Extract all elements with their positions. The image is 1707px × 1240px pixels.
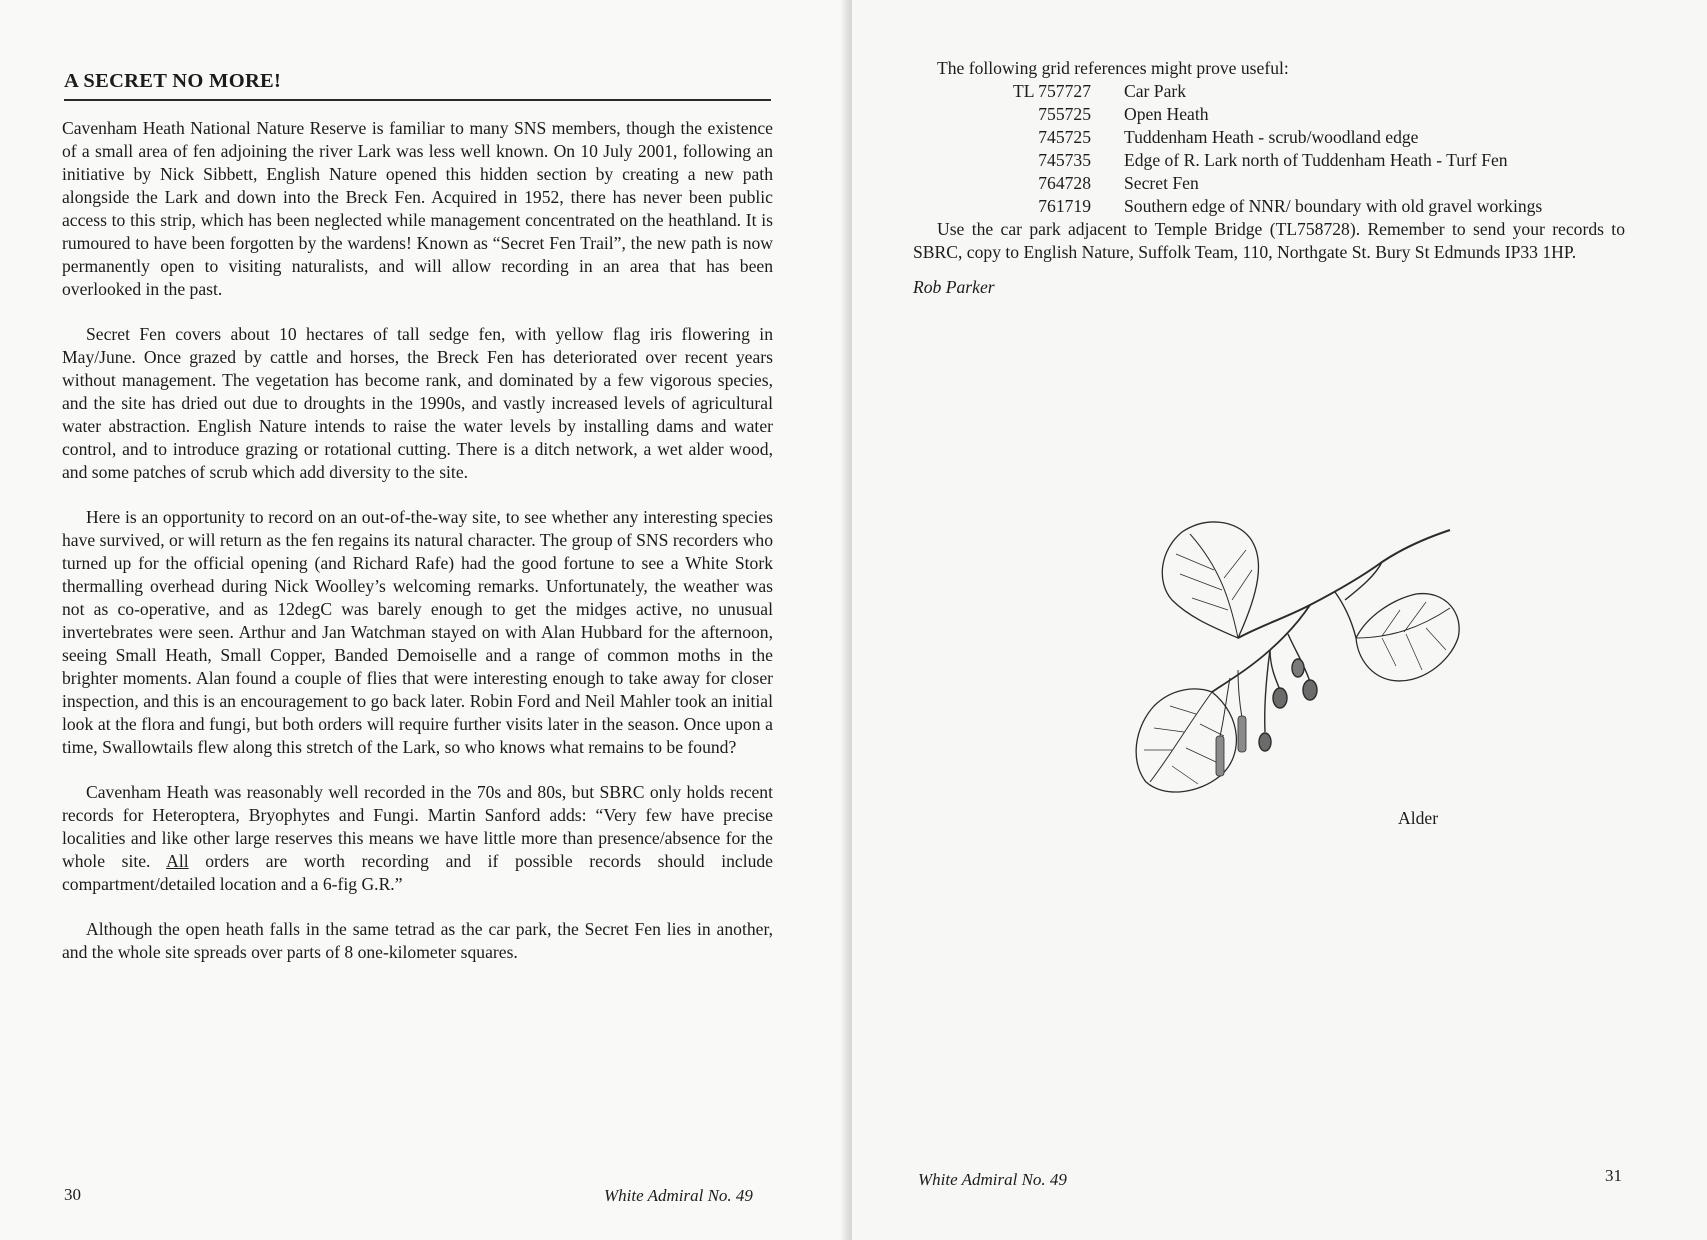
grid-desc: Car Park	[1124, 81, 1187, 101]
article-body	[62, 117, 773, 986]
journal-footer: White Admiral No. 49	[918, 1170, 1067, 1189]
table-row	[913, 149, 1624, 172]
left-page	[0, 0, 846, 1240]
author-signature: Rob Parker	[913, 277, 995, 297]
table-row	[913, 126, 1624, 149]
grid-ref: TL 757727	[1012, 81, 1091, 101]
grid-ref: 755725	[1038, 104, 1091, 124]
article-title: A SECRET NO MORE!	[64, 70, 771, 101]
grid-ref: 745735	[1038, 150, 1091, 170]
grid-desc: Tuddenham Heath - scrub/woodland edge	[1124, 127, 1419, 147]
table-row	[913, 172, 1624, 195]
table-row	[913, 80, 1624, 103]
grid-intro: The following grid references might prove useful:	[937, 58, 1289, 78]
grid-desc: Secret Fen	[1124, 173, 1199, 193]
paragraph: Cavenham Heath National Nature Reserve is familiar to many SNS members, though the existence of a small area of fen adjoining the river Lark was less well known. On 10 July 2001, following an initiative by Nick Sibbett, English Nature opened this hidden section by creating a new path alongside the Lark and down into the Breck Fen. Acquired in 1952, there has never been public access to this strip, which has been neglected while management concentrated on the heathland. It is rumoured to have been forgotten by the wardens! Known as “Secret Fen Trail”, the new path is now permanently open to visiting naturalists, and will allow recording in an area that has been overlooked in the past.	[62, 118, 773, 299]
instructions-paragraph: Use the car park adjacent to Temple Bridge (TL758728). Remember to send your records to SBRC, copy to English Nature, Suffolk Team, 110, Northgate St. Bury St Edmunds IP33 1HP.	[913, 219, 1625, 262]
alder-illustration	[1120, 510, 1480, 800]
grid-ref: 745725	[1038, 127, 1091, 147]
paragraph-text: orders are worth recording and if possible records should include compartment/detailed location and a 6-fig G.R.”	[62, 851, 773, 894]
underlined-word: All	[166, 851, 189, 871]
journal-footer: White Admiral No. 49	[604, 1186, 753, 1205]
grid-desc: Open Heath	[1124, 104, 1209, 124]
grid-reference-table	[913, 80, 1624, 218]
page-number: 30	[64, 1185, 81, 1204]
grid-reference-section	[913, 57, 1625, 299]
page-number: 31	[1605, 1166, 1622, 1185]
grid-desc: Southern edge of NNR/ boundary with old gravel workings	[1124, 196, 1543, 216]
grid-desc: Edge of R. Lark north of Tuddenham Heath - Turf Fen	[1124, 150, 1508, 170]
paragraph: Although the open heath falls in the same tetrad as the car park, the Secret Fen lies in another, and the whole site spreads over parts of 8 one-kilometer squares.	[62, 919, 773, 962]
paragraph: Here is an opportunity to record on an out-of-the-way site, to see whether any interesting species have survived, or will return as the fen regains its natural character. The group of SNS recorders who turned up for the official opening (and Richard Rafe) had the good fortune to see a White Stork thermalling overhead during Nick Woolley’s welcoming remarks. Unfortunately, the weather was not as co-operative, and as 12degC was barely enough to get the midges active, no unusual invertebrates were seen. Arthur and Jan Watchman stayed on with Alan Hubbard for the afternoon, seeing Small Heath, Small Copper, Banded Demoiselle and a range of common moths in the brighter moments. Alan found a couple of flies that were interesting enough to take away for closer inspection, and this is an encouragement to go back later. Robin Ford and Neil Mahler took an initial look at the flora and fungi, but both orders will require further visits later in the season. Once upon a time, Swallowtails flew along this stretch of the Lark, so who knows what remains to be found?	[62, 507, 773, 757]
table-row	[913, 195, 1624, 218]
grid-ref: 764728	[1038, 173, 1091, 193]
grid-ref: 761719	[1038, 196, 1091, 216]
paragraph: Secret Fen covers about 10 hectares of tall sedge fen, with yellow flag iris flowering in May/June. Once grazed by cattle and horses, the Breck Fen has deteriorated over recent years without management. The vegetation has become rank, and dominated by a few vigorous species, and the site has dried out due to droughts in the 1990s, and vastly increased levels of agricultural water abstraction. English Nature intends to raise the water levels by installing dams and water control, and to introduce grazing or rotational cutting. There is a ditch network, a wet alder wood, and some patches of scrub which add diversity to the site.	[62, 324, 773, 482]
illustration-caption: Alder	[1398, 808, 1439, 828]
table-row	[913, 103, 1624, 126]
paragraph-text: Cavenham Heath was reasonably well recorded in the 70s and 80s, but SBRC only holds recent records for Heteroptera, Bryophytes and Fungi. Martin Sanford adds: “Very few have precise localities and like other large reserves this means we have little more than presence/absence for the whole site.	[62, 782, 773, 871]
paragraph	[62, 781, 773, 896]
